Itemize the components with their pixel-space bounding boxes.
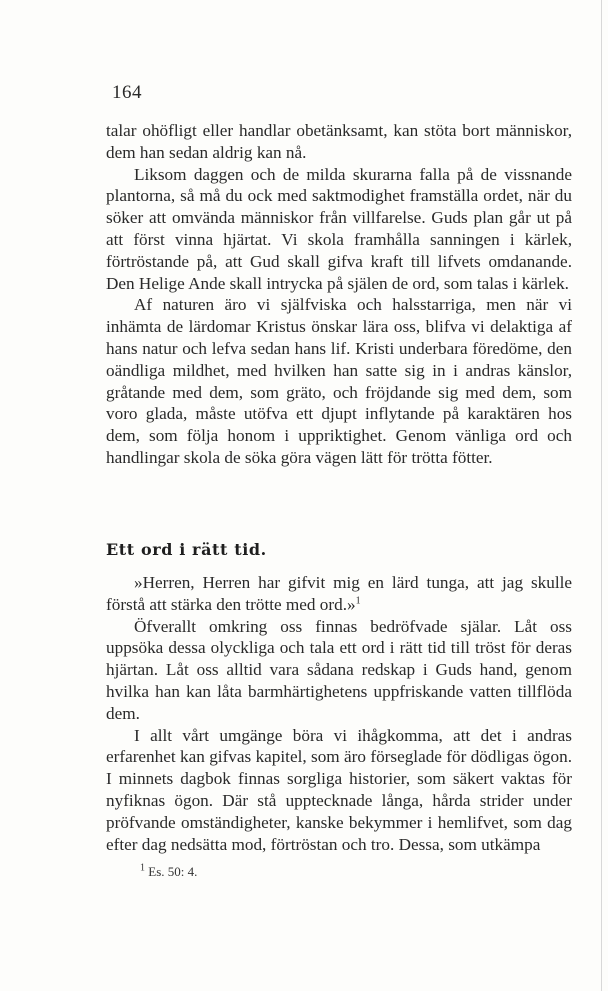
paragraph: Af naturen äro vi själfviska och halsstarriga, men när vi inhämta de lärdomar Kristus önskar lära oss, blifva vi delaktiga af hans natur och lefva sedan hans lif. Kristi underbara föredöme, den oändliga mildhet, med hvilken han satte sig in i andras känslor, gråtande med dem, som gräto, och fröjdande sig med dem, som voro glada, måste utöfva ett djupt inflytande på karaktären hos dem, som följa honom i uppriktighet. Genom vänliga ord och handlingar skola de söka göra vägen lätt för trötta fötter.	[106, 295, 572, 467]
paragraph: Öfverallt omkring oss finnas bedröfvade själar. Låt oss uppsöka dessa olyckliga och tala ett ord i rätt tid till tröst för deras hjärtan. Låt oss alltid vara sådana redskap i Guds hand, genom hvilka han kan låta barmhärtighetens uppfriskande vatten tillflöda dem.	[106, 616, 572, 723]
page-number: 164	[112, 82, 142, 103]
paragraph: I allt vårt umgänge böra vi ihågkomma, att det i andras erfarenhet kan gifvas kapitel, som äro förseglade för dödligas ögon. I minnets dagbok finnas sorgliga historier, som säkert vaktas för nyfiknas ögon. Där stå upptecknade långa, hårda strider under pröfvande omständigheter, kanske bekymmer i hemlifvet, som dag efter dag nedsätta mod, förtröstan och tro. Dessa, som utkämpa	[106, 725, 572, 854]
footnote	[140, 864, 197, 880]
quote-paragraph	[106, 572, 572, 616]
section-heading: Ett ord i rätt tid.	[106, 540, 267, 559]
footnote-text: Es. 50: 4.	[148, 864, 198, 879]
text-block-top	[106, 120, 572, 469]
paragraph-continuation: talar ohöfligt eller handlar obetänksamt, kan stöta bort människor, dem han sedan aldrig kan nå.	[106, 121, 572, 162]
quote-text: »Herren, Herren har gifvit mig en lärd tunga, att jag skulle förstå att stärka den trötte med ord.»	[106, 573, 572, 614]
footnote-marker: 1	[140, 862, 145, 874]
footnote-reference: 1	[355, 595, 361, 607]
text-block-bottom	[106, 572, 572, 855]
page-edge-line	[601, 0, 602, 991]
paragraph: Liksom daggen och de milda skurarna falla på de vissnande plantorna, så må du ock med saktmodighet framställa ordet, när du söker att omvända människor från villfarelse. Guds plan går ut på att först vinna hjärtat. Vi skola framhålla sanningen i kärlek, förtröstande på, att Gud skall gifva kraft till lifvets omdanande. Den Helige Ande skall intrycka på själen de ord, som talas i kärlek.	[106, 164, 572, 293]
